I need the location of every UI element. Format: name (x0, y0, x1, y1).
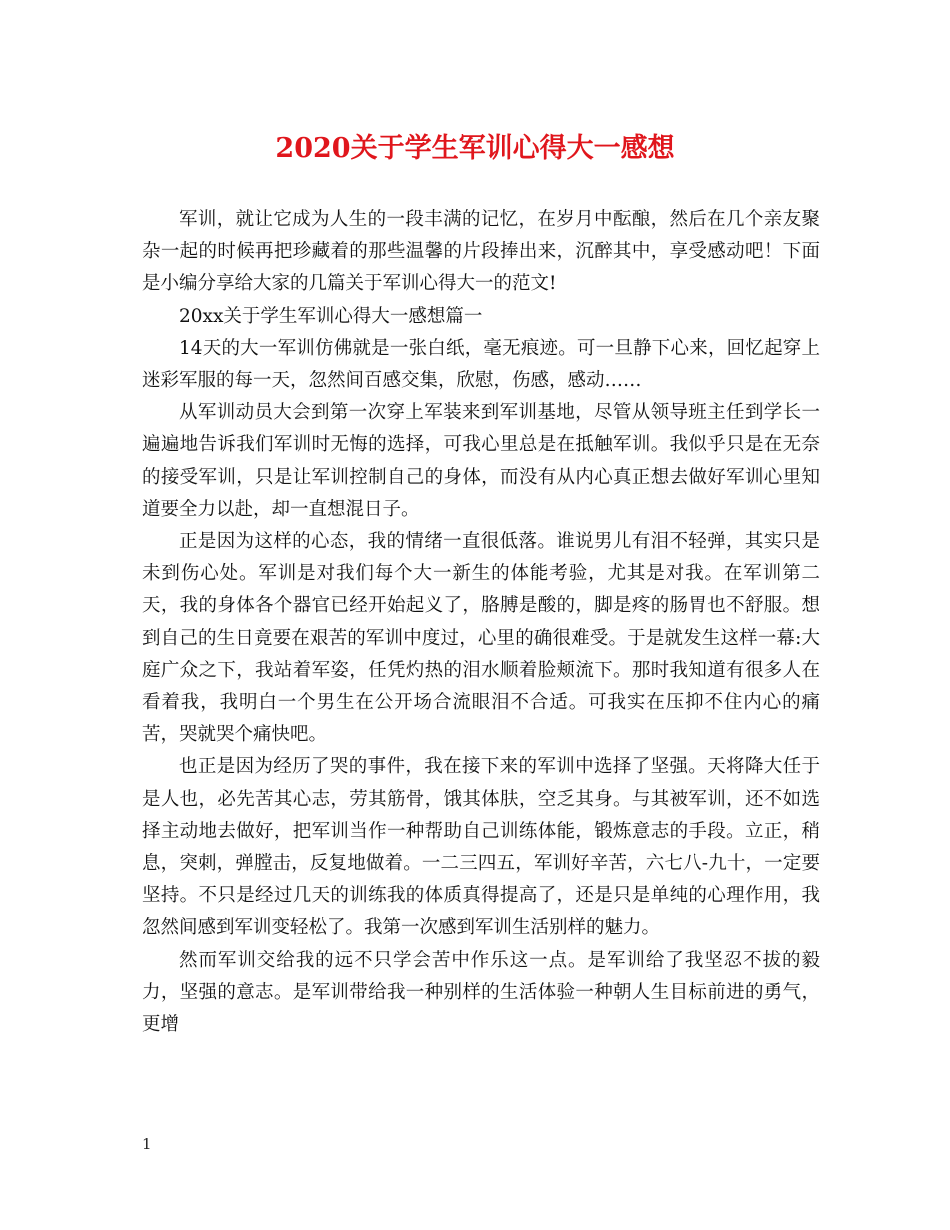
paragraph: 正是因为这样的心态，我的情绪一直很低落。谁说男儿有泪不轻弹，其实只是未到伤心处。军训是对我们每个大一新生的体能考验，尤其是对我。在军训第二天，我的身体各个器官已经开始起义了，胳膊是酸的，脚是疼的肠胃也不舒服。想到自己的生日竟要在艰苦的军训中度过，心里的确很难受。于是就发生这样一幕:大庭广众之下，我站着军姿，任凭灼热的泪水顺着脸颊流下。那时我知道有很多人在看着我，我明白一个男生在公开场合流眼泪不合适。可我实在压抑不住内心的痛苦，哭就哭个痛快吧。 (142, 531, 820, 746)
paragraph: 从军训动员大会到第一次穿上军装来到军训基地，尽管从领导班主任到学长一遍遍地告诉我们军训时无悔的选择，可我心里总是在抵触军训。我似乎只是在无奈的接受军训，只是让军训控制自己的身体，而没有从内心真正想去做好军训心里知道要全力以赴，却一直想混日子。 (142, 402, 820, 520)
paragraph: 然而军训交给我的远不只学会苦中作乐这一点。是军训给了我坚忍不拔的毅力，坚强的意志。是军训带给我一种别样的生活体验一种朝人生目标前进的勇气，更增 (142, 949, 820, 1036)
document-title: 2020关于学生军训心得大一感想 (275, 133, 675, 164)
paragraph-intro: 军训，就让它成为人生的一段丰满的记忆，在岁月中酝酿，然后在几个亲友聚杂一起的时候再把珍藏着的那些温馨的片段捧出来，沉醉其中，享受感动吧！下面是小编分享给大家的几篇关于军训心得大一的范文! (142, 209, 820, 295)
document-body (142, 204, 820, 1041)
paragraph: 也正是因为经历了哭的事件，我在接下来的军训中选择了坚强。天将降大任于是人也，必先苦其心志，劳其筋骨，饿其体肤，空乏其身。与其被军训，还不如选择主动地去做好，把军训当作一种帮助自己训练体能，锻炼意志的手段。立正，稍息，突刺，弹膛击，反复地做着。一二三四五，军训好辛苦，六七八-九十，一定要坚持。不只是经过几天的训练我的体质真得提高了，还是只是单纯的心理作用，我忽然间感到军训变轻松了。我第一次感到军训生活别样的魅力。 (142, 756, 820, 939)
page-number: 1 (142, 1135, 152, 1153)
section-heading: 20xx关于学生军训心得大一感想篇一 (179, 305, 483, 327)
paragraph: 14天的大一军训仿佛就是一张白纸，毫无痕迹。可一旦静下心来，回忆起穿上迷彩军服的每一天，忽然间百感交集，欣慰，伤感，感动…… (142, 337, 820, 392)
